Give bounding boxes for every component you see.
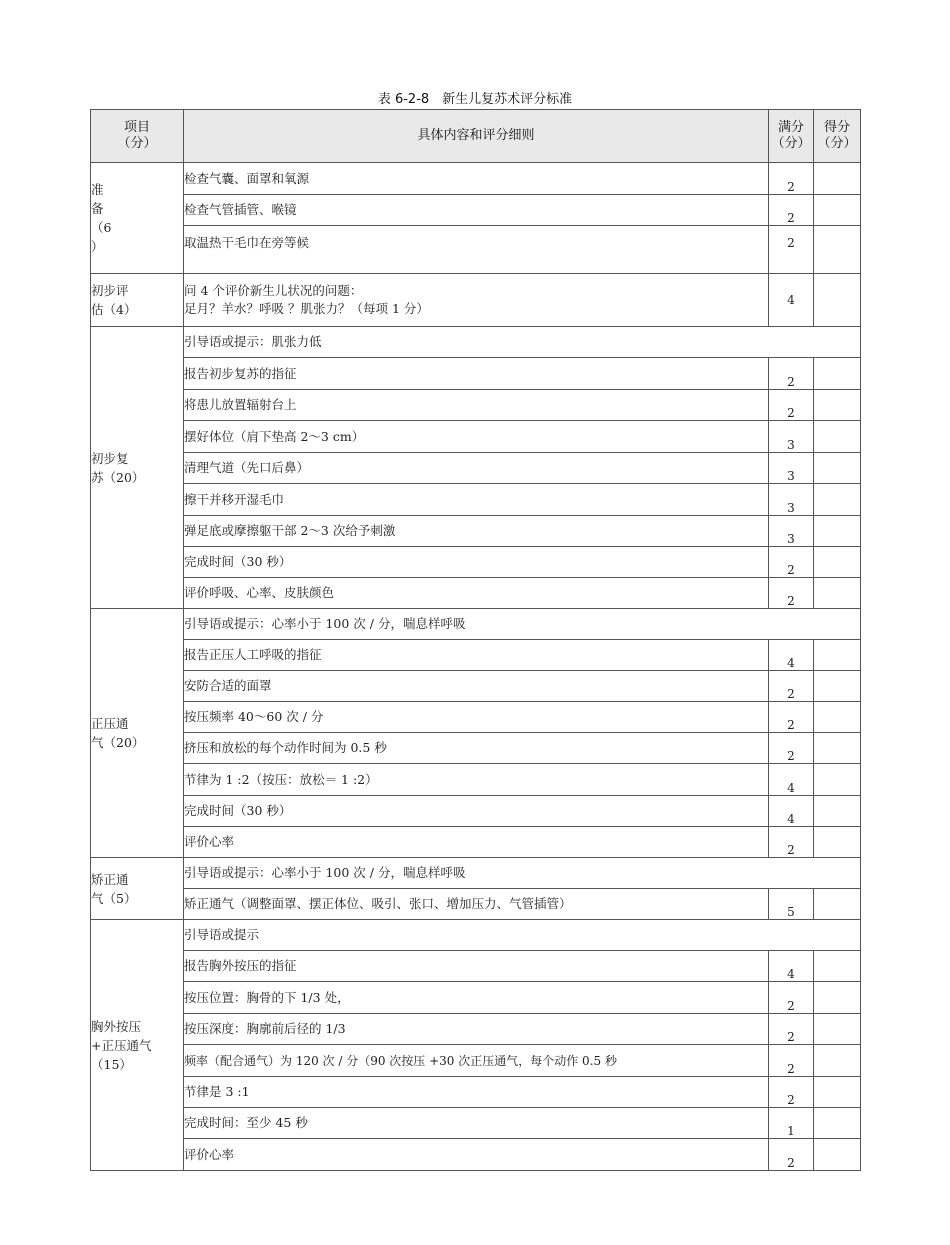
item-score-cell[interactable] xyxy=(814,982,861,1014)
prompt-text: 引导语或提示 xyxy=(184,920,861,951)
item-max-score: 2 xyxy=(769,578,814,609)
item-max-score: 2 xyxy=(769,1014,814,1045)
item-score-cell[interactable] xyxy=(814,640,861,671)
item-max-score: 2 xyxy=(769,163,814,195)
header-content: 具体内容和评分细则 xyxy=(184,110,769,163)
item-score-cell[interactable] xyxy=(814,195,861,226)
item-score-cell[interactable] xyxy=(814,702,861,733)
item-max-score: 2 xyxy=(769,827,814,858)
item-text: 检查气囊、面罩和氧源 xyxy=(184,163,769,195)
item-max-score: 2 xyxy=(769,358,814,390)
item-score-cell[interactable] xyxy=(814,1014,861,1045)
item-text: 报告正压人工呼吸的指征 xyxy=(184,640,769,671)
item-text: 清理气道（先口后鼻） xyxy=(184,453,769,484)
item-score-cell[interactable] xyxy=(814,390,861,421)
section-label-corrective-ventilation: 矫正通 气（5） xyxy=(91,858,184,920)
item-text: 评价呼吸、心率、皮肤颜色 xyxy=(184,578,769,609)
prompt-text: 引导语或提示：心率小于 100 次 / 分，喘息样呼吸 xyxy=(184,858,861,889)
item-score-cell[interactable] xyxy=(814,226,861,274)
item-max-score: 2 xyxy=(769,982,814,1014)
item-score-cell[interactable] xyxy=(814,578,861,609)
item-score-cell[interactable] xyxy=(814,1139,861,1171)
item-max-score: 2 xyxy=(769,702,814,733)
item-max-score: 2 xyxy=(769,195,814,226)
item-text: 完成时间：至少 45 秒 xyxy=(184,1108,769,1139)
item-score-cell[interactable] xyxy=(814,421,861,453)
table-caption: 表 6-2-8 新生儿复苏术评分标准 xyxy=(377,92,573,107)
prompt-text: 引导语或提示：心率小于 100 次 / 分，喘息样呼吸 xyxy=(184,609,861,640)
item-score-cell[interactable] xyxy=(814,516,861,547)
item-max-score: 4 xyxy=(769,796,814,827)
header-item: 项目 （分） xyxy=(91,110,184,163)
item-max-score: 2 xyxy=(769,226,814,274)
item-score-cell[interactable] xyxy=(814,1045,861,1077)
item-score-cell[interactable] xyxy=(814,889,861,920)
scoring-table xyxy=(90,109,861,1171)
section-label-initial-resuscitation: 初步复 苏（20） xyxy=(91,327,184,609)
item-max-score: 4 xyxy=(769,951,814,982)
item-max-score: 2 xyxy=(769,671,814,702)
item-max-score: 2 xyxy=(769,1077,814,1108)
item-text: 矫正通气（调整面罩、摆正体位、吸引、张口、增加压力、气管插管） xyxy=(184,889,769,920)
item-text: 摆好体位（肩下垫高 2～3 cm） xyxy=(184,421,769,453)
item-text: 报告胸外按压的指征 xyxy=(184,951,769,982)
item-max-score: 3 xyxy=(769,516,814,547)
item-text: 评价心率 xyxy=(184,1139,769,1171)
item-max-score: 5 xyxy=(769,889,814,920)
item-score-cell[interactable] xyxy=(814,163,861,195)
item-score-cell[interactable] xyxy=(814,1108,861,1139)
item-max-score: 4 xyxy=(769,274,814,327)
item-score-cell[interactable] xyxy=(814,274,861,327)
item-text: 将患儿放置辐射台上 xyxy=(184,390,769,421)
item-text: 弹足底或摩擦躯干部 2～3 次给予刺激 xyxy=(184,516,769,547)
item-text: 按压深度：胸廓前后径的 1/3 xyxy=(184,1014,769,1045)
table-body xyxy=(91,163,861,1171)
item-text: 评价心率 xyxy=(184,827,769,858)
item-text: 擦干并移开湿毛巾 xyxy=(184,484,769,516)
item-score-cell[interactable] xyxy=(814,827,861,858)
item-text: 问 4 个评价新生儿状况的问题： 足月？羊水？呼吸 ？肌张力？（每项 1 分） xyxy=(184,274,769,327)
item-text: 挤压和放松的每个动作时间为 0.5 秒 xyxy=(184,733,769,764)
header-score: 得分 （分） xyxy=(814,110,861,163)
item-score-cell[interactable] xyxy=(814,671,861,702)
item-text: 取温热干毛巾在旁等候 xyxy=(184,226,769,274)
item-max-score: 2 xyxy=(769,733,814,764)
item-score-cell[interactable] xyxy=(814,1077,861,1108)
item-text: 报告初步复苏的指征 xyxy=(184,358,769,390)
item-text: 安防合适的面罩 xyxy=(184,671,769,702)
section-label-initial-assessment: 初步评 估（4） xyxy=(91,274,184,327)
item-max-score: 1 xyxy=(769,1108,814,1139)
item-score-cell[interactable] xyxy=(814,547,861,578)
section-label-positive-pressure-ventilation: 正压通 气（20） xyxy=(91,609,184,858)
item-max-score: 4 xyxy=(769,764,814,796)
item-max-score: 3 xyxy=(769,421,814,453)
item-score-cell[interactable] xyxy=(814,358,861,390)
header-max: 满分 （分） xyxy=(769,110,814,163)
section-label-chest-compression: 胸外按压 +正压通气 （15） xyxy=(91,920,184,1171)
prompt-text: 引导语或提示：肌张力低 xyxy=(184,327,861,358)
item-text: 完成时间（30 秒） xyxy=(184,796,769,827)
item-score-cell[interactable] xyxy=(814,796,861,827)
item-score-cell[interactable] xyxy=(814,764,861,796)
item-max-score: 3 xyxy=(769,484,814,516)
item-score-cell[interactable] xyxy=(814,484,861,516)
item-score-cell[interactable] xyxy=(814,453,861,484)
item-max-score: 2 xyxy=(769,390,814,421)
item-max-score: 2 xyxy=(769,1045,814,1077)
item-text: 按压频率 40～60 次 / 分 xyxy=(184,702,769,733)
item-score-cell[interactable] xyxy=(814,951,861,982)
item-max-score: 4 xyxy=(769,640,814,671)
item-text: 节律是 3 :1 xyxy=(184,1077,769,1108)
item-text: 频率（配合通气）为 120 次 / 分（90 次按压 +30 次正压通气，每个动作 0.5 秒 xyxy=(184,1045,769,1077)
section-label-preparation: 准 备 （6 ） xyxy=(91,163,184,274)
item-text: 完成时间（30 秒） xyxy=(184,547,769,578)
item-score-cell[interactable] xyxy=(814,733,861,764)
item-max-score: 2 xyxy=(769,1139,814,1171)
item-text: 按压位置：胸骨的下 1/3 处， xyxy=(184,982,769,1014)
item-max-score: 2 xyxy=(769,547,814,578)
item-text: 检查气管插管、喉镜 xyxy=(184,195,769,226)
item-text: 节律为 1 :2（按压：放松＝ 1 :2） xyxy=(184,764,769,796)
item-max-score: 3 xyxy=(769,453,814,484)
